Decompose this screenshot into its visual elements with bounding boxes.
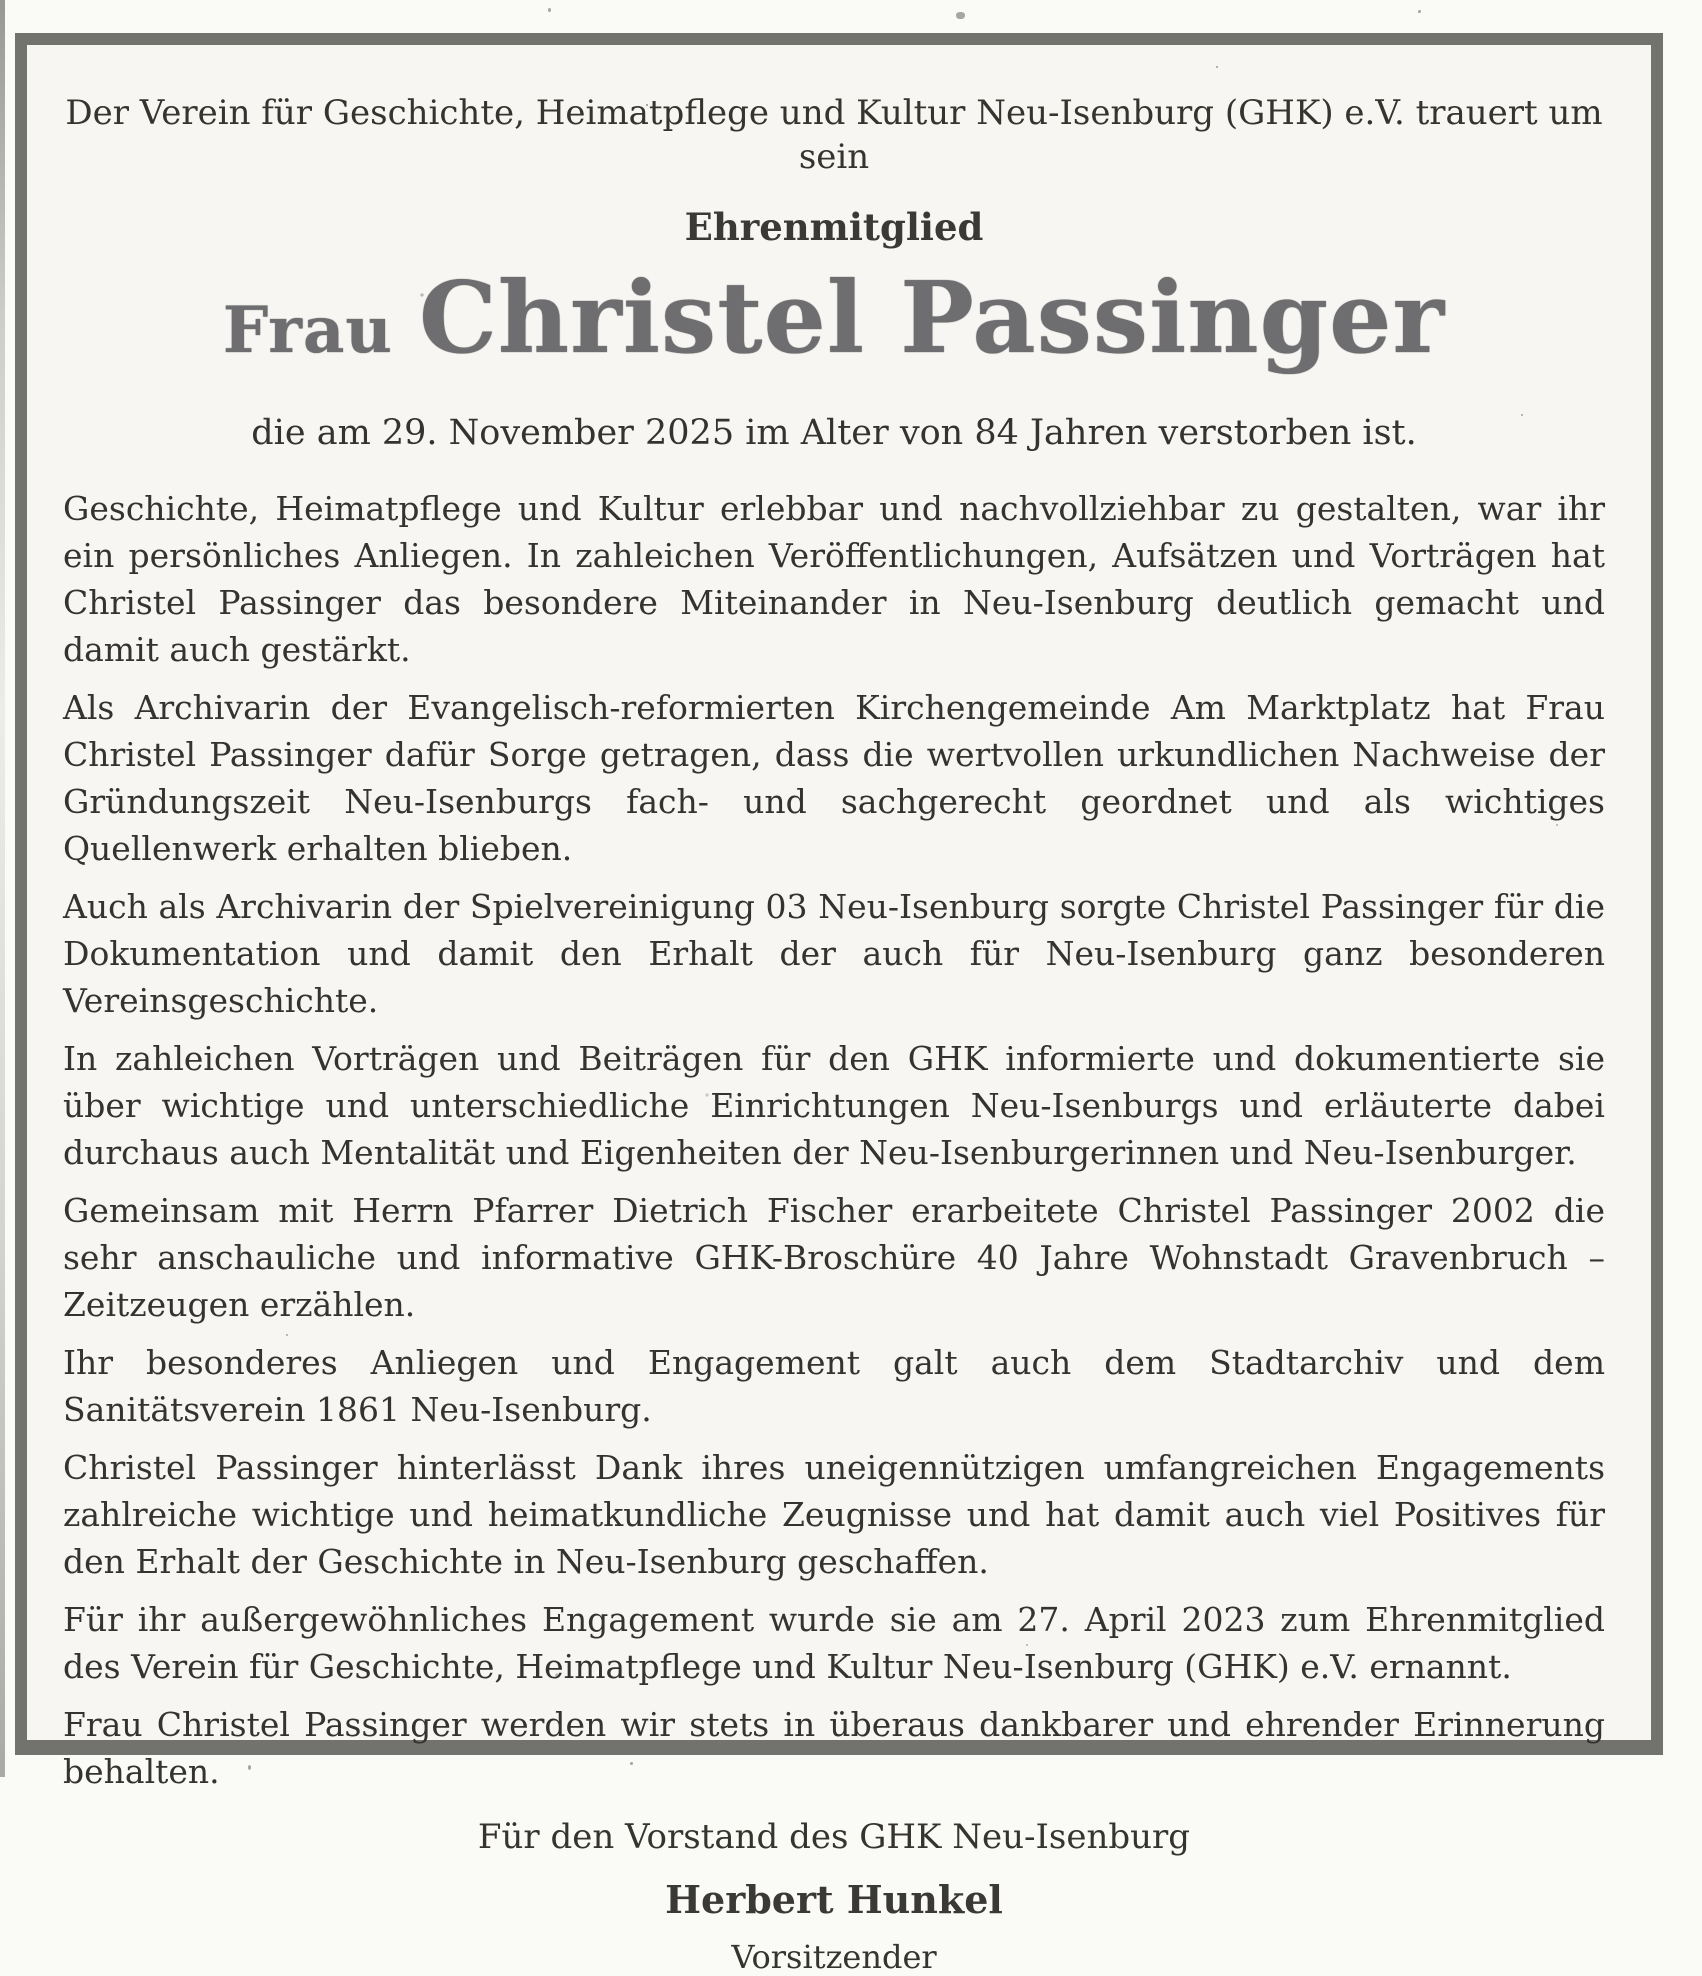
honorific-title: Ehrenmitglied xyxy=(684,205,984,249)
scan-speck xyxy=(1418,10,1421,13)
obituary-paragraph: In zahleichen Vorträgen und Beiträgen für den GHK informierte und dokumentierte sie über wichtige und unterschiedliche Einrichtungen Neu-Isenburgs und erläuterte dabei durchaus auch Mentalität und Eigenheiten der Neu-Isenburgerinnen und Neu-Isenburger. xyxy=(63,1039,1605,1172)
obituary-paragraph: Geschichte, Heimatpflege und Kultur erlebbar und nachvollziehbar zu gestalten, war ihr ein persönliches Anliegen. In zahleichen Veröffentlichungen, Aufsätzen und Vorträgen hat Christel Passinger das besondere Miteinander in Neu-Isenburg deutlich gemacht und damit auch gestärkt. xyxy=(63,489,1605,669)
obituary-body xyxy=(63,485,1605,1795)
scan-speck xyxy=(956,12,965,19)
obituary-paragraph: Christel Passinger hinterlässt Dank ihres uneigennützigen umfangreichen Engagements zahlreiche wichtige und heimatkundliche Zeugnisse und hat damit auch viel Positives für den Erhalt der Geschichte in Neu-Isenburg geschaffen. xyxy=(63,1448,1605,1581)
closing-on-behalf: Für den Vorstand des GHK Neu-Isenburg xyxy=(477,1817,1191,1857)
obituary-paragraph: Gemeinsam mit Herrn Pfarrer Dietrich Fischer erarbeitete Christel Passinger 2002 die sehr anschauliche und informative GHK-Broschüre 40 Jahre Wohnstadt Gravenbruch – Zeitzeugen erzählen. xyxy=(63,1191,1605,1324)
closing-signatory: Herbert Hunkel xyxy=(665,1877,1003,1922)
deceased-name: Christel Passinger xyxy=(418,261,1446,376)
scan-speck xyxy=(548,8,551,12)
scan-edge-artifact xyxy=(0,0,5,1777)
obituary-paragraph: Auch als Archivarin der Spielvereinigung 03 Neu-Isenburg sorgte Christel Passinger für die Dokumentation und damit den Erhalt der auch für Neu-Isenburg ganz besonderen Vereinsgeschichte. xyxy=(63,887,1605,1020)
obituary-paragraph: Frau Christel Passinger werden wir stets in überaus dankbarer und ehrender Erinnerung behalten. xyxy=(63,1705,1605,1791)
obituary-paragraph: Für ihr außergewöhnliches Engagement wurde sie am 27. April 2023 zum Ehrenmitglied des Verein für Geschichte, Heimatpflege und Kultur Neu-Isenburg (GHK) e.V. ernannt. xyxy=(63,1600,1605,1686)
closing-role: Vorsitzender xyxy=(731,1938,937,1976)
intro-line: Der Verein für Geschichte, Heimatpflege und Kultur Neu-Isenburg (GHK) e.V. trauert um sein xyxy=(65,93,1603,177)
death-date-line: die am 29. November 2025 im Alter von 84 Jahren verstorben ist. xyxy=(251,413,1417,453)
obituary-frame xyxy=(15,33,1663,1976)
obituary-paragraph: Als Archivarin der Evangelisch-reformierten Kirchengemeinde Am Marktplatz hat Frau Christel Passinger dafür Sorge getragen, dass die wertvollen urkundlichen Nachweise der Gründungszeit Neu-Isenburgs fach- und sachgerecht geordnet und als wichtiges Quellenwerk erhalten blieben. xyxy=(63,688,1605,868)
deceased-name-line xyxy=(63,255,1605,405)
name-prefix: Frau xyxy=(222,293,393,368)
obituary-paragraph: Ihr besonderes Anliegen und Engagement galt auch dem Stadtarchiv und dem Sanitätsverein 1861 Neu-Isenburg. xyxy=(63,1343,1605,1429)
